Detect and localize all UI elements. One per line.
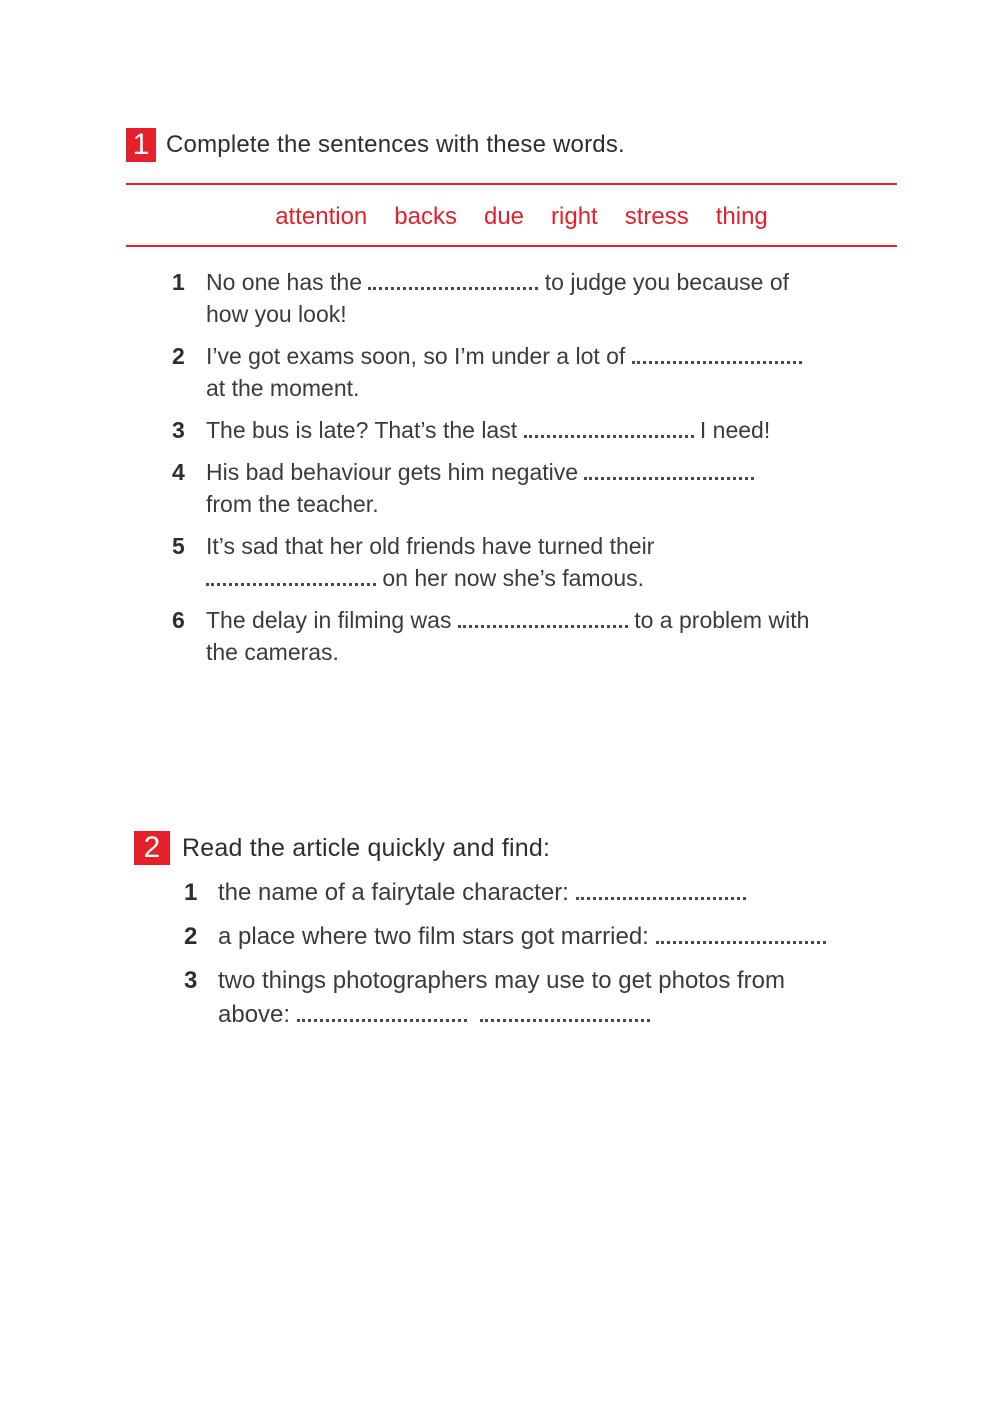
item-text: how you look! [206, 301, 347, 327]
exercise-1-list [172, 266, 896, 668]
exercise-1-item [172, 340, 896, 404]
exercise-1-title: Complete the sentences with these words. [166, 131, 625, 158]
item-number: 1 [184, 879, 198, 906]
word-bank-item: attention [275, 203, 368, 230]
word-bank-item: due [483, 203, 525, 230]
exercise-2-item [184, 876, 918, 910]
exercise-1-item [172, 266, 896, 330]
item-text: from the teacher. [206, 491, 379, 517]
answer-blank[interactable] [368, 279, 538, 290]
answer-blank[interactable] [480, 1011, 650, 1022]
word-bank-item: right [551, 203, 598, 230]
item-number: 2 [184, 923, 198, 950]
item-text: It’s sad that her old friends have turned their [206, 533, 655, 559]
word-bank-top-rule [126, 183, 897, 185]
exercise-1-item [172, 604, 896, 668]
exercise-2-number: 2 [134, 831, 170, 865]
item-text: The bus is late? That’s the last [206, 417, 524, 443]
item-text: to judge you because of [538, 269, 790, 295]
exercise-2-title: Read the article quickly and find: [182, 833, 551, 862]
item-text: on her now she’s famous. [376, 565, 645, 591]
word-bank-item: backs [394, 203, 457, 230]
answer-blank[interactable] [632, 353, 802, 364]
item-text: to a problem with [627, 607, 810, 633]
item-number: 4 [172, 459, 185, 485]
word-bank [126, 197, 897, 237]
item-number: 5 [172, 533, 185, 559]
exercise-1-item [172, 530, 896, 594]
answer-blank[interactable] [584, 469, 754, 480]
item-text: The delay in filming was [206, 607, 458, 633]
exercise-2-list [184, 876, 918, 1032]
word-bank-bottom-rule [126, 245, 897, 247]
item-text: two things photographers may use to get photos from [218, 967, 785, 994]
item-text: a place where two film stars got married: [218, 923, 656, 950]
item-text: at the moment. [206, 375, 360, 401]
item-text: above: [218, 1001, 297, 1028]
item-number: 1 [172, 269, 185, 295]
exercise-2-header [134, 831, 550, 865]
exercise-1-item [172, 414, 896, 446]
item-text: His bad behaviour gets him negative [206, 459, 585, 485]
word-bank-item: stress [624, 203, 689, 230]
answer-blank[interactable] [206, 575, 376, 586]
exercise-1-item [172, 456, 896, 520]
item-number: 6 [172, 607, 185, 633]
item-text: the name of a fairytale character: [218, 879, 576, 906]
item-text: No one has the [206, 269, 369, 295]
exercise-1-number: 1 [126, 128, 156, 162]
exercise-2-item [184, 920, 918, 954]
exercise-1-header [126, 128, 625, 162]
answer-blank[interactable] [458, 617, 628, 628]
item-number: 2 [172, 343, 185, 369]
answer-blank[interactable] [576, 889, 746, 900]
exercise-2-item [184, 964, 918, 1032]
answer-blank[interactable] [297, 1011, 467, 1022]
item-text: I’ve got exams soon, so I’m under a lot of [206, 343, 632, 369]
item-number: 3 [172, 417, 185, 443]
item-number: 3 [184, 967, 198, 994]
answer-blank[interactable] [524, 427, 694, 438]
item-text: the cameras. [206, 639, 339, 665]
item-text: I need! [693, 417, 771, 443]
answer-blank[interactable] [656, 933, 826, 944]
word-bank-item: thing [715, 203, 768, 230]
